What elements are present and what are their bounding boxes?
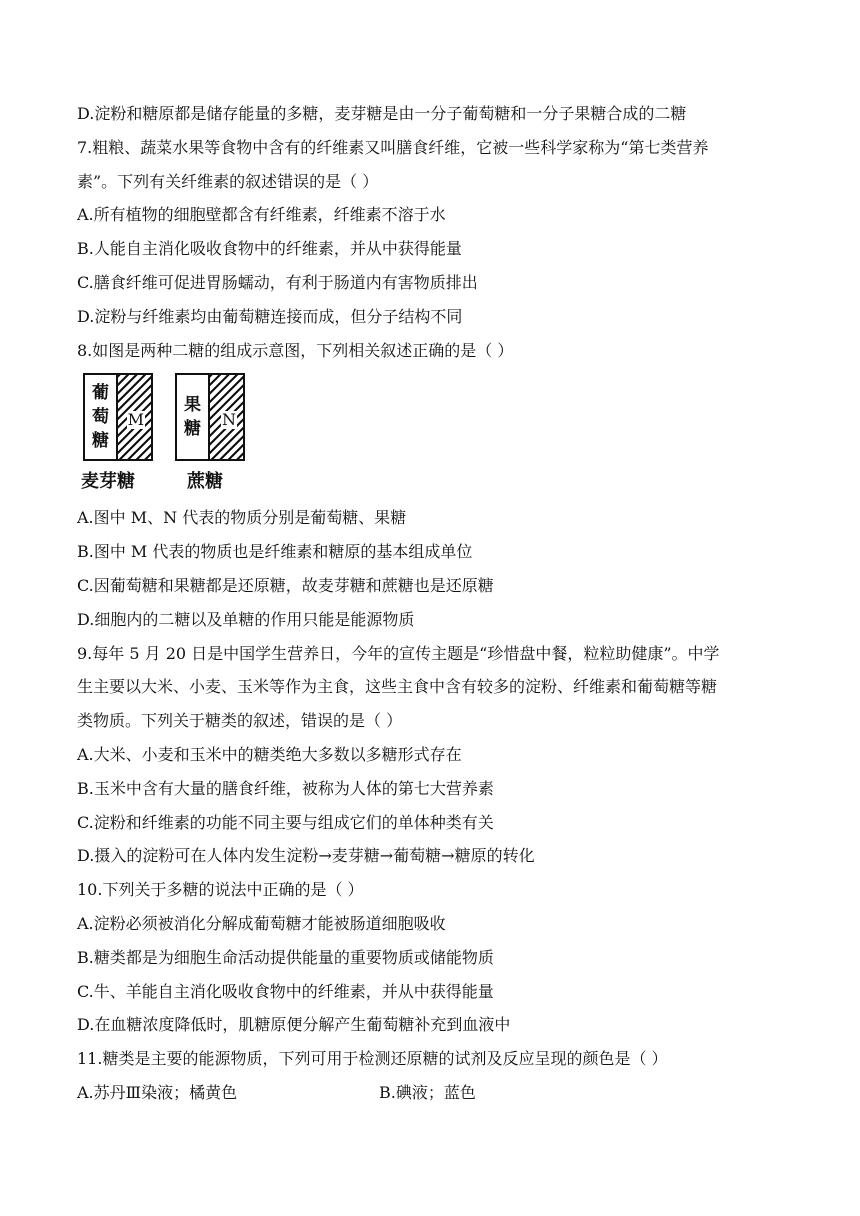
question-8-option-a: A.图中 M、N 代表的物质分别是葡萄糖、果糖	[77, 508, 407, 528]
m-label: M	[127, 410, 144, 430]
question-9-option-b: B.玉米中含有大量的膳食纤维，被称为人体的第七大营养素	[77, 778, 494, 798]
question-11-stem: 11.糖类是主要的能源物质，下列可用于检测还原糖的试剂及反应呈现的颜色是（ ）	[77, 1049, 668, 1069]
question-10-option-a: A.淀粉必须被消化分解成葡萄糖才能被肠道细胞吸收	[77, 913, 446, 933]
question-10-stem: 10.下列关于多糖的说法中正确的是（ ）	[77, 880, 364, 900]
question-9-option-c: C.淀粉和纤维素的功能不同主要与组成它们的单体种类有关	[77, 812, 494, 832]
question-9-stem-line3: 类物质。下列关于糖类的叙述，错误的是（ ）	[77, 711, 403, 731]
question-10-option-c: C.牛、羊能自主消化吸收食物中的纤维素，并从中获得能量	[77, 981, 494, 1001]
glucose-char-1: 葡	[92, 383, 109, 404]
question-9-option-d: D.摄入的淀粉可在人体内发生淀粉→麦芽糖→葡萄糖→糖原的转化	[77, 846, 535, 866]
n-label: N	[222, 410, 236, 430]
fructose-char-2: 糖	[184, 419, 201, 440]
question-7-stem-line2: 素”。下列有关纤维素的叙述错误的是（ ）	[77, 171, 379, 191]
sucrose-caption: 蔗糖	[187, 471, 223, 493]
question-7-option-a: A.所有植物的细胞壁都含有纤维素，纤维素不溶于水	[77, 205, 446, 225]
glucose-label	[85, 375, 118, 459]
question-7-option-b: B.人能自主消化吸收食物中的纤维素，并从中获得能量	[77, 239, 462, 259]
question-11-option-b: B.碘液；蓝色	[379, 1082, 476, 1102]
maltose-caption: 麦芽糖	[81, 471, 135, 493]
question-11-option-a: A.苏丹Ⅲ染液；橘黄色	[77, 1082, 238, 1102]
question-11-options-row	[77, 1076, 797, 1110]
question-9-stem-line1: 9.每年 5 月 20 日是中国学生营养日，今年的宣传主题是“珍惜盘中餐，粒粒助健康”。中学	[77, 643, 720, 663]
question-8-stem: 8.如图是两种二糖的组成示意图，下列相关叙述正确的是（ ）	[77, 340, 514, 360]
question-10-option-b: B.糖类都是为细胞生命活动提供能量的重要物质或储能物质	[77, 947, 494, 967]
disaccharide-diagram	[77, 369, 797, 497]
question-8-option-b: B.图中 M 代表的物质也是纤维素和糖原的基本组成单位	[77, 542, 473, 562]
question-7-option-d: D.淀粉与纤维素均由葡萄糖连接而成，但分子结构不同	[77, 306, 463, 326]
glucose-char-3: 糖	[92, 431, 109, 452]
sucrose-box	[175, 373, 245, 461]
fructose-char-1: 果	[184, 395, 201, 416]
maltose-box	[83, 373, 153, 461]
question-8-option-d: D.细胞内的二糖以及单糖的作用只能是能源物质	[77, 609, 415, 629]
question-9-option-a: A.大米、小麦和玉米中的糖类绝大多数以多糖形式存在	[77, 744, 462, 764]
document-page	[77, 97, 797, 1110]
question-7-option-c: C.膳食纤维可促进胃肠蠕动，有利于肠道内有害物质排出	[77, 272, 478, 292]
fructose-label	[177, 375, 210, 459]
glucose-char-2: 萄	[92, 407, 109, 428]
question-10-option-d: D.在血糖浓度降低时，肌糖原便分解产生葡萄糖补充到血液中	[77, 1015, 511, 1035]
question-7-stem-line1: 7.粗粮、蔬菜水果等食物中含有的纤维素又叫膳食纤维，它被一些科学家称为“第七类营养	[77, 137, 709, 157]
question-8-option-c: C.因葡萄糖和果糖都是还原糖，故麦芽糖和蔗糖也是还原糖	[77, 575, 494, 595]
question-9-stem-line2: 生主要以大米、小麦、玉米等作为主食，这些主食中含有较多的淀粉、纤维素和葡萄糖等糖	[77, 677, 718, 697]
option-d-q6: D.淀粉和糖原都是储存能量的多糖，麦芽糖是由一分子葡萄糖和一分子果糖合成的二糖	[77, 104, 687, 123]
